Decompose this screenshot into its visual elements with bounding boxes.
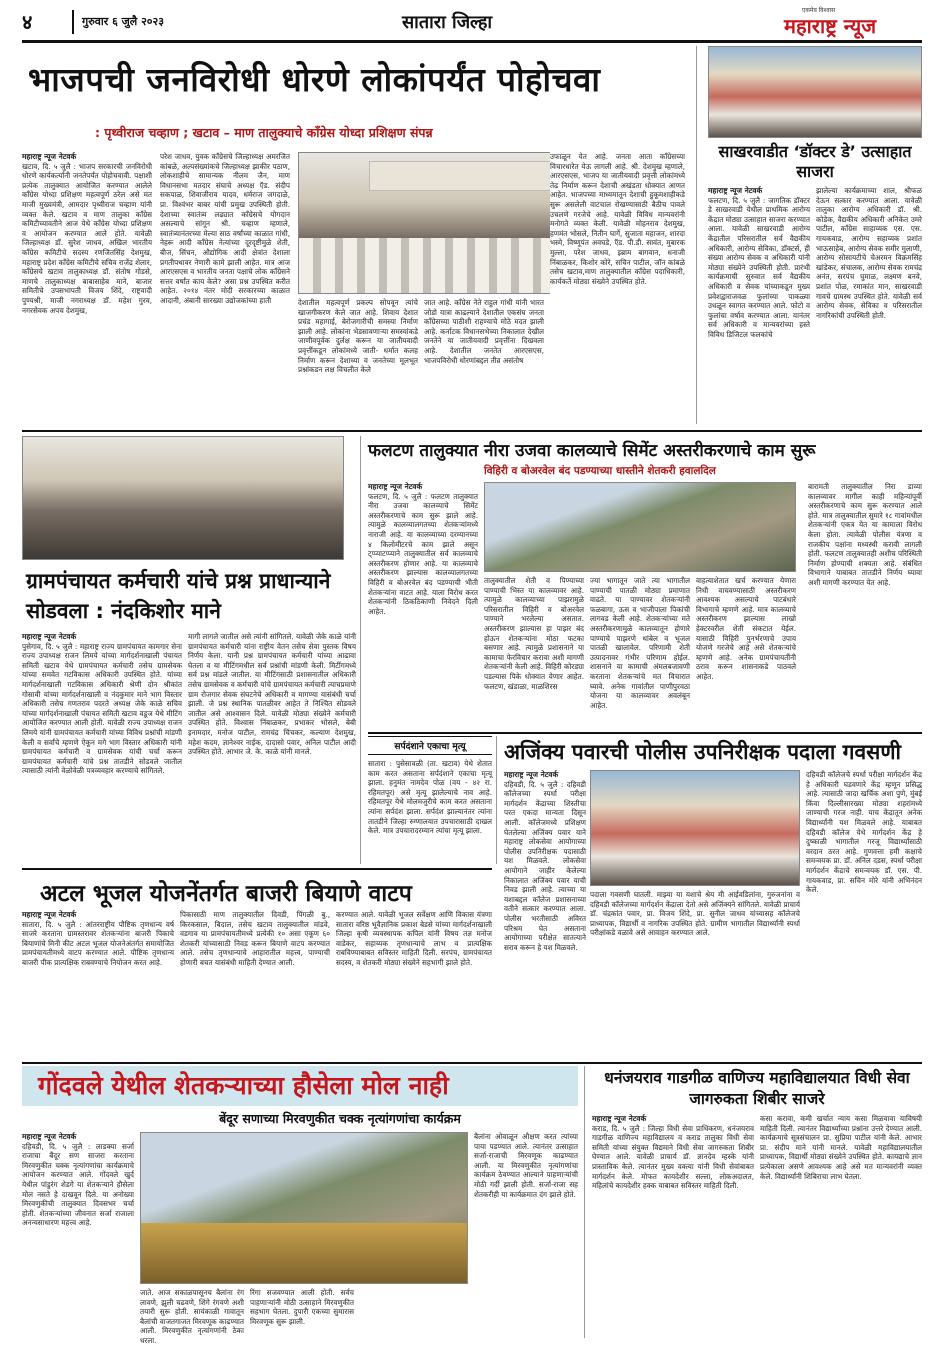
story8-col3: रिंगा सजवण्यात आली होती. सर्वच पाहणाऱ्यांनी मोठी उत्साहाने मिरवणुकीत सहभाग घेतला. दुपारी एकच्या सुमारास मिरवणूक सुरू झाली. xyxy=(250,1288,354,1326)
story7-col1 xyxy=(22,910,174,1058)
masthead-rule xyxy=(22,40,922,43)
story2-col1 xyxy=(708,186,810,424)
story2-col2: झालेल्या कार्यक्रमाच्या शाल, श्रीफळ देऊन सत्कार करण्यात आला. यावेळी तालुका आरोग्य अधिकारी डॉ. श्री. कोडेक, वैद्यकीय अधिकारी अनिकेत उमरे पाटील, कॉंग्रेस साहाय्यक एस. एस. गायकवाड, आरोग्य सहाय्यक प्रशांत भाऊसाहेब, आरोग्य सेवक समीर मुलाणी, आरोग्य सोसायटीचे चेअरमन विक्रमसिंह खांडेकर, संचालक, आरोग्य सेवक रामचंद्र अनंत, सरपंच घुमाळ, लक्ष्मण बनवे, प्रशांत पोळ, रमाकांत मान, साखरवाडी गावचे ग्रामस्थ उपस्थित होते. यावेळी सर्व आरोग्य सेवक, सेविका व परिसरातील नागरिकांची उपस्थिती होती. xyxy=(816,186,922,320)
masthead xyxy=(22,8,922,38)
story1-col2: परेश जाधव, युवक कॉंग्रेसचे जिल्हाध्यक्ष अमरजित कांबळे, अल्पसंख्यांकचे जिल्हाध्यक्ष झाकीर पठाण, लोकशाहीचे सामान्यक नीलम जैन, माण विधानसभा मतदार संघाचे अध्यक्ष ऍड. संदीप सकपाळ, शिवाजीराव यादव, धर्मराज जगदाळे, प्रा. विश्वंभर बाबर यांची प्रमुख उपस्थिती होती. देशाच्या स्वातंत्र्य लढ्यात कॉंग्रेसचे योगदान असल्याचे सांगून श्री. चव्हाण म्हणाले, स्वातंत्र्यानंतरच्या मेल्या साठ वर्षांच्या काळात गांधी, नेहरू आदी कॉंग्रेस नेत्यांच्या दूरदृष्टीमुळे शेती, बीज, सिंचन, औद्योगिक आदी क्षेत्रांत देशाला प्रगतीपथावर नेणारी कामे झाली आहेत. मात्र आज आरएसएस व भारतीय जनता पक्षाचे लोक कॉंग्रेसने सत्तर वर्षांत काय केले? असा प्रश्न उपस्थित करीत आहेत. २०१४ नंतर मोदी सरकारच्या काळात आदानी, अंबानी सारख्या उद्योजकांच्या हाती xyxy=(160,152,290,305)
story6-col1-text: दहिवडी, दि. ५ जुलै : दहिवडी कॉलेजच्या स्पर्धा परीक्षा मार्गदर्शन केंद्राच्या शिस्तीचा परत एकदा मान्यता दिसून आली. कॉलेजमध्ये प्रशिक्षण घेतलेल्या अजिंक्य पवार याने महाराष्ट्र लोकसेवा आयोगाच्या पोलीस उपनिरीक्षक पदासाठी यश मिळवले. लोकसेवा आयोगाने जाहीर केलेल्या निकालात अजिंक्य पवार याची निवड झाली आहे. त्याच्या या यशाबद्दल कॉलेज प्रशासनाच्या वतीने सत्कार करण्यात आला. पोलीस भरतीसाठी अविरत परिश्रम घेत असताना आयोगाच्या परीक्षेत सातत्याने सराव करून हे यश मिळवले. xyxy=(504,779,586,952)
story4-col4: वाहत्याशेतात खर्च करण्यात येणारा निधी वाचवण्यासाठी अस्तरीकरण आवश्यक असल्याचे पाटबंधारे विभागाचे म्हणणे आहे. मात्र कालव्याचे अस्तरीकरण झाल्यास लाखो हेक्टरवरील शेती संकटात येईल. यासाठी विहिरी पुनर्भरणाचे उपाय योजणे गरजेचे आहे असे शेतकऱ्यांचे म्हणणे आहे. अनेक ग्रामपंचायतींनी ठराव करून शासनाकडे पाठवले आहेत. xyxy=(696,576,796,681)
story5-box xyxy=(368,736,492,864)
story3-byline: महाराष्ट्र न्यूज नेटवर्क xyxy=(22,632,77,641)
story8-col2: जाते. आज सकाळपासूनच बैलांना रंग लावणे, झुली चढवणे, शिंगे रंगवणे अशी तयारी सुरू होती. सायंकाळी गावातून बैलांची वाजतगाजत मिरवणूक काढण्यात आली. मिरवणुकीत नृत्यांगणांनी ठेका धरला. xyxy=(140,1288,244,1345)
story6-col3: दहिवडी कॉलेजचे स्पर्धा परीक्षा मार्गदर्शन केंद्र हे अधिकारी घडवणारे केंद्र म्हणून प्रसिद्ध आहे. त्यासाठी जादा खर्चिक अशा पुणे, मुंबई किंवा दिल्लीसारख्या मोठ्या शहरांमध्ये जाण्याची गरज नाही. याच केंद्रातून अनेक विद्यार्थ्यांनी यश मिळवले आहे. याबाबत दहिवडी कॉलेज येथे मार्गदर्शन केंद्र हे दुष्काळी भागातील गरजू विद्यार्थ्यांसाठी वरदान ठरत आहे. गुणवत्ता हमी कक्षाचे समन्वयक प्रा. डॉ. अनिल दडस, स्पर्धा परीक्षा मार्गदर्शन केंद्राचे समन्वयक डॉ. एस. पी. गायकवाड, प्रा. सचिन मोरे यांनी अभिनंदन केले. xyxy=(806,770,922,895)
story6-photo xyxy=(590,770,800,886)
story4-headline: फलटण तालुक्यात नीरा उजवा कालव्याचे सिमेंट अस्तरीकरणाचे काम सुरू xyxy=(368,441,816,461)
story3-headline: ग्रामपंचायत कर्मचारी यांचे प्रश्न प्राधान्याने सोडवला : नंदकिशोर माने xyxy=(26,569,331,623)
story4-col5: बारामती तालुक्यातील निरा डाव्या कालव्यावर मागील काही महिन्यांपूर्वी अस्तरीकरणाचे काम सुरू करण्यात आले होते. मात्र तालुक्यातील सुमारे १८ गावांमधील शेतकऱ्यांनी एकत्र येत या कामाला विरोध केला होता. त्यावेळी पोलीस यंत्रणा व राजकीय पक्षांना मध्यस्थी करावी लागली होती. फलटण तालुक्यातही अशीच परिस्थिती निर्माण होण्याची शक्यता आहे. संबंधित विभागाने याबाबत तातडीने निर्णय घ्यावा अशी मागणी करण्यात येत आहे. xyxy=(808,482,922,587)
story8-col1 xyxy=(22,1132,134,1338)
story6-headline: अजिंक्य पवारची पोलीस उपनिरीक्षक पदाला गवसणी xyxy=(504,740,901,764)
story9-headline: धनंजयराव गाडगीळ वाणिज्य महाविद्यालयात विधी सेवा जागरुकता शिबीर साजरे xyxy=(604,1069,910,1108)
story7-col2: पिकासाठी माण तालुक्यातील दिवडी, पिंगळी बु., किरकसाल, बिदाल, तसेच खटाव तालुक्यातील मांडवे, वडगाव या प्रामपंचायतीमध्ये प्रत्येकी १० असा एकूण ६० शेतकरी यांच्यासाठी निवड करून बियाणे वाटप करण्यात आले. तसेच तृणधान्याचे आहारातील महत्त्व, पाण्याची होणारी बचत यासंबंधी माहिती देण्यात आली. xyxy=(180,910,330,967)
story4-col3: ज्या भागातून जाते त्या भागातील पाण्याची पातळी मोठ्या प्रमाणात वाढते. या पाण्यावर शेतकऱ्यांनी फळबागा, ऊस व भाजीपाला पिकांची लागवड केली आहे. शेतकऱ्यांच्या मते अस्तरीकरणामुळे कालव्यातून होणारे पाण्याचे पाझरणे थांबेल व भूजल पातळी खालावेल. परिणामी शेती उत्पादनावर गंभीर परिणाम होईल. शासनाने या कामाची अंमलबजावणी करताना शेतकऱ्यांचे मत विचारात घ्यावे. अनेक गावांतील पाणीपुरवठा योजना या कालव्यावर अवलंबून आहेत. xyxy=(590,576,690,710)
story9-col1 xyxy=(592,1114,754,1338)
story7-byline: महाराष्ट्र न्यूज नेटवर्क xyxy=(22,910,77,919)
story1-col4: जात आहे. कॉंग्रेस नेते राहुल गांधी यांनी भारत जोडो यात्रा काढल्याने देशातील एकसंघ जनता कॉंग्रेसच्या पाठीशी राहण्याचे मोठे मदत झाली आहे. कर्नाटक विधानसभेच्या निकालात देखील जनतेने या जातीयवादी प्रवृत्तींना दिखवला आहे. देशातील जनतेत आरएसएस, भाजपविरोधी धोरणांबद्दल तीव्र असंतोष xyxy=(424,298,544,365)
story9-col1-text: कराड, दि. ५ जुलै : जिल्हा विधी सेवा प्राधिकरण, धनंजयराव गाडगीळ वाणिज्य महाविद्यालय व कराड तालुका विधी सेवा समिती यांच्या संयुक्त विद्यमाने विधी सेवा जागरुकता शिबीर घेण्यात आले. यावेळी प्राचार्य डॉ. ज्ञानदेव म्हस्के यांनी प्रास्ताविक केले. त्यानंतर मुख्य वक्त्या यांनी विधी सेवांबाबत मार्गदर्शन केले. मोफत कायदेशीर सल्ला, लोकअदालत, महिलांचे कायदेशीर हक्क याबाबत सविस्तर माहिती दिली. xyxy=(592,1123,754,1191)
story8-headline-bar xyxy=(22,1066,578,1106)
story1-subhead: : पृथ्वीराज चव्हाण ; खटाव – माण तालुक्याचे कॉंग्रेस योध्दा प्रशिक्षण संपन्न xyxy=(95,125,433,140)
story1-col5: उफाळून येत आहे. जनता आता कॉंग्रेसच्या विचारधारेत येऊ लागली आहे. श्री. देशमुख म्हणाले, आरएसएस, भाजप या जातीयवादी प्रवृत्ती लोकांमध्ये तेढ निर्माण करून देशाची अखंडता धोक्यात आणत आहेत. भाजपच्या माध्यमातून देशाची हुकूमशाहीकडे सुरू असलेली वाटचाल रोखण्यासाठी बैठीच पावले उचलणे गरजेचे आहे. यावेळी विविध मान्यवरांनी मनोगते व्यक्त केली. यावेळी मोहनराव देशमुख, हणमंत भोसले, नितीन घार्गे, सुजाता महाजन, शारदा भस्मे, विष्णूपंत अवघडे, ऍड. पी.डी. सावंत, मुबारक मुल्ला, परेश जाधव, इब्राम बागवान, धनाजी निंबाळकर, किशोर कोरे, सचिन पाटील, जॉन कांबळे तसेच खटाव,माण तालुक्यातील कॉंग्रेस पदाधिकारी, कार्यकर्ते मोठ्या संख्येने उपस्थित होते. xyxy=(550,152,685,424)
story7-headline: अटल भूजल योजनेंतर्गत बाजरी बियाणे वाटप xyxy=(40,881,412,907)
story1-col1-text: खटाव, दि. ५ जुलै : भाजप सरकारची जनविरोधी धोरणे कार्यकर्त्यांनी जनतेपर्यंत पोहोचवावी. पक्षाशी प्रत्येक तालुक्यात आयोजित करण्यात आलेले कॉंग्रेस योध्दा प्रशिक्षण महत्वपूर्ण ठरेल असे मत माजी मुख्यमंत्री, आमदार पृथ्वीराज चव्हाण यांनी व्यक्त केले. खटाव व माण तालुका कॉंग्रेस कमिटीच्यावतीने आज येथे कॉंग्रेस योध्दा प्रशिक्षण व आयोजन करण्यात आले होते. यावेळी जिल्हाध्यक्ष डॉ. सुरेश जाधव, अखिल भारतीय कॉंग्रेस कमिटीचे सदस्य रणजितसिंह देशमुख, महाराष्ट्र प्रदेश कॉंग्रेस कमिटीचे सचिव राजेंद्र शेलार, कॉंग्रेसचे खटाव तालुकाध्यक्ष डॉ. संतोष गोडसे, माणचे तालुकाध्यक्ष बाबासाहेब माने, बाजार समितीचे उपसभापती विजय शिंदे, राष्ट्रवादी पुण्यश्री, माजी नगराध्यक्ष डॉ. महेश गुरव, नगरसेवक अपच देशमुख, xyxy=(22,161,152,315)
story1-headline: भाजपची जनविरोधी धोरणे लोकांपर्यंत पोहोचवा xyxy=(28,60,601,99)
story4-col1 xyxy=(368,482,478,728)
story8-col4: बैलांना ओवाळून औक्षण करत त्यांच्या पाया पडण्यात आले. त्यानंतर उत्साहात सर्जा-राजाची मिरवणूक काढण्यात आली. या मिरवणुकीत नृत्यांगणांचा कार्यक्रम ठेवण्यात आल्याने पाहणाऱ्यांची मोठी गर्दी झाली होती. सर्जा-राजा सह शेतकरीही या कार्यक्रमात दंग झाले होते. xyxy=(474,1132,578,1199)
section-rule-3 xyxy=(22,868,492,870)
story6-col1 xyxy=(504,770,586,1058)
column-divider xyxy=(360,436,361,864)
masthead-divider xyxy=(72,10,74,34)
story7-col1-text: सातारा, दि. ५ जुलै : आंतरराष्ट्रीय पौष्टिक तृणधान्य वर्ष साजरे करताना ग्रामस्तरावर शेतकऱ्यांना बाजरी पिकाचे बियाणांचे मिनी कीट अटल भूजल योजनेअंतर्गत समायोजित प्रामपंचायतीमध्ये वाटप करण्यात आले. पौष्टिक तृणधान्य बाजरी पीक प्रात्यक्षिक राबवण्याचे नियोजन करत आहे. xyxy=(22,919,174,967)
story8-photo xyxy=(140,1132,468,1284)
story2-photo xyxy=(708,46,922,138)
column-divider xyxy=(584,1066,585,1338)
story3-photo xyxy=(22,436,344,560)
story2-headline: साखरवाडीत ‘डॉक्टर डे’ उत्साहात साजरा xyxy=(718,142,912,181)
story2-col1-text: फलटण, दि. ५ जुलै : जागतिक डॉक्टर डे साखरवाडी येथील प्राथमिक आरोग्य केंद्रात मोठ्या उत्साहात साजरा करण्यात आला. यावेळी साखरवाडी आरोग्य केंद्रातील परिसरातील सर्व वैद्यकीय अधिकारी, आरोग्य सेविका, डॉक्टर्स, ही संख्या आरोग्य सेवक व अधिकारी यांनी मोठ्या संख्येने उपस्थिती होती. प्रारंभी कार्यक्रमाची सुरुवात सर्व वैद्यकीय अधिकारी व सेवक यांच्याकडून मुख्य प्रवेशद्वाराजवळ फुलांच्या पाकळ्या उधळून स्वागत करण्यात आले. फोटो व फुलांचा वर्षाव करण्यात आला. यानंतर सर्व अधिकारी व मान्यवरांच्या हस्ते विविध डिजिटल फलकांचे xyxy=(708,195,810,339)
story3-col1 xyxy=(22,632,182,864)
story4-byline: महाराष्ट्र न्यूज नेटवर्क xyxy=(368,482,423,491)
masthead-tagline: एकमेव विश्वास xyxy=(802,7,836,14)
section-rule-2 xyxy=(368,732,922,734)
story2-byline: महाराष्ट्र न्यूज नेटवर्क xyxy=(708,186,763,195)
story4-photo xyxy=(484,482,796,572)
page-number: ४ xyxy=(22,10,33,34)
section-rule-1 xyxy=(22,430,922,432)
story4-col2: तालुक्यातील शेती व पिण्याच्या पाण्याची भिस्त या कालव्यावर आहे. त्यामुळे कालव्याच्या पाझरामुळे परिसरातील विहिरी व बोअरवेल पाण्याने भरलेल्या असतात. अस्तरीकरण झाल्यास हा पाझर बंद होऊन शेतकऱ्यांना मोठा फटका बसणार आहे. त्यामुळे प्रशासनाने या कामाचा फेरविचार करावा अशी मागणी शेतकऱ्यांनी केली आहे. विहिरी कोरड्या पडल्यास पिके धोक्यात येणार आहेत. फलटण, खंडाळा, माळशिरस xyxy=(484,576,584,691)
story4-col1-text: फलटण, दि. ५ जुलै : फलटण तालुक्यात नीरा उजवा कालव्याचे सिमेंट अस्तरीकरणाचे काम सुरू झाले आहे. त्यामुळे कालव्यालगतच्या शेतकऱ्यांमध्ये नाराजी आहे. या कालव्याच्या दरम्यानच्या ४ किलोमीटरचे काम झाले असून ट्प्प्याटप्प्याने तालुक्यातील सर्व कालव्याचे अस्तरीकरण होणार आहे. या कालव्याचे अस्तरीकरण झाल्यास कालव्यालगतच्या विहिरी व बोअरवेल बंद पडण्याची भीती शेतकऱ्यांना वाटत आहे. याला विरोध करत शेतकऱ्यांनी ठिकठिकाणी निवेदने दिली आहेत. xyxy=(368,491,478,616)
story8-byline: महाराष्ट्र न्यूज नेटवर्क xyxy=(22,1132,77,1141)
story7-col3: करण्यात आले. यावेळी भूजल सर्वेक्षण आणि विकास यंत्रणा सातारा वरिष्ठ भूवैज्ञानिक प्रकाश बेडसे यांच्या मार्गदर्शनाखाली जिल्हा कृषी व्यवस्थापक कपिल यांनी विषय तज्ञ मनोज वाडेकर, सहाय्यक तृणधान्याचे लाभ व प्रात्यक्षिक राबविण्याबाबत सविस्तर माहिती दिली. सरपंच, ग्रामपंचायत सदस्य, व शेतकरी मोठ्या संख्येने सहभागी झाले होते. xyxy=(336,910,492,967)
story8-subhead: बेंदूर सणाच्या मिरवणुकीत चक्क नृत्यांगणांचा कार्यक्रम xyxy=(219,1111,461,1126)
story6-byline: महाराष्ट्र न्यूज नेटवर्क xyxy=(504,770,559,779)
column-divider xyxy=(696,46,697,424)
newspaper-logo: महाराष्ट्र न्यूज xyxy=(784,14,877,38)
story5-text: सातारा : पुसेसावळी (ता. खटाव) येथे शेतात काम करत असताना सर्पदंशाने एकाचा मृत्यू झाला. हनुमंत नामदेव पोळ (वय - ४२ रा. रहिमतपूर) असे मृत्यू झालेल्याचे नाव आहे. रहिमतपूर येथे मोलमजुरीचे काम करत असताना त्यांना सर्पदंश झाला. सर्पदंश झाल्यानंतर त्यांना तातडीने जिल्हा रुग्णालयात उपचारासाठी दाखल केले. मात्र उपचारादरम्यान त्यांचा मृत्यू झाला. xyxy=(368,759,492,836)
issue-date: गुरुवार ६ जुलै २०२३ xyxy=(82,15,164,28)
story1-byline: महाराष्ट्र न्यूज नेटवर्क xyxy=(22,152,77,161)
column-divider xyxy=(496,736,497,864)
section-title: सातारा जिल्हा xyxy=(402,12,493,33)
story9-col2: कसा करावा, कमी खर्चात न्याय कसा मिळवावा याविषयी माहिती दिली. त्यानंतर विद्यार्थ्यांच्या प्रश्नांना उत्तरे देण्यात आली. कार्यक्रमाचे सूत्रसंचालन प्रा. सुप्रिया पाटील यांनी केले. आभार प्रा. संदीप माने यांनी मानले. यावेळी महाविद्यालयातील प्राध्यापक, विद्यार्थी मोठ्या संख्येने उपस्थित होते. कायद्याचे ज्ञान प्रत्येकाला असणे आवश्यक आहे असे मत मान्यवरांनी व्यक्त केले. विद्यार्थ्यांनी शिबिराचा लाभ घेतला. xyxy=(760,1114,922,1181)
story6-col2: पदाला गवसणी घातली. माझ्या या यशाचे श्रेय मी आईवडिलांना, गुरुजनांना व दहिवडी कॉलेजच्या मार्गदर्शन केंद्राला देतो असे अजिंक्यने सांगितले. यावेळी प्राचार्य डॉ. चंद्रकांत पवार, प्रा. विजय शिंदे, प्रा. सुनील जाधव यांच्यासह कॉलेजचे प्राध्यापक, विद्यार्थी व नागरिक उपस्थित होते. ग्रामीण भागातील विद्यार्थ्यांनी स्पर्धा परीक्षांकडे वळावे असे आवाहन करण्यात आले. xyxy=(590,890,800,938)
story3-col2: मागी लागले जातील असे त्यांनी सांगितले. यावेळी जेके काळे यांनी ग्रामपंचायत कर्मचारी यांना राष्ट्रीय वेतन तसेच सेवा पुस्तक विषय निर्णय केला. यानी प्रश्न ग्रामपंचायत कर्मचारी यांच्या आढावा घेतला व या मीटिंगमधील सर्व प्रश्नांची मांडणी केली. मिटींगमध्ये सर्व प्रश्न मांडले जातील. या मीटिंगसाठी प्रशासनातील अधिकारी तसेच ग्रामसेवक व कर्मचारी यांचे ग्रामपंचायत कर्मचारी त्याचप्रमाणे ग्राम रोजगार सेवक संघटनेचे अधिकारी व मागण्या यासंबंधी चर्चा झाली. जे प्रश्न स्थानिक पातळीवर आहेत ते निश्चित सोडवले जातील असे आश्वासन दिले. यावेळी मोठ्या संख्येने कर्मचारी उपस्थित होते. विश्वास निंबाळकर, प्रभाकर भोसले, बेबी इनामदार, मनोज पाटील, रामचंद्र चिंचकर, कल्याण देशमुख, महेश कदम, ज्ञानेश्वर नाईक, दादासो पवार, अनिल पाटील आदी उपस्थित होते. आभार जे. के. काळे यांनी मानले. xyxy=(188,632,356,757)
section-rule-4 xyxy=(22,1062,922,1064)
story8-headline: गोंदवले येथील शेतकऱ्याच्या हौसेला मोल नाही xyxy=(38,1071,449,1100)
story5-headline: सर्पदंशाने एकाचा मृत्यू xyxy=(368,736,492,755)
story4-subhead: विहिरी व बोअरवेल बंद पडण्याच्या धास्तीने शेतकरी हवालदिल xyxy=(484,465,716,477)
story9-byline: महाराष्ट्र न्यूज नेटवर्क xyxy=(592,1114,647,1123)
story8-col1-text: दहिवडी, दि. ५ जुलै : लाडक्या सर्जा राजाचा बैंदूर सण साजरा करताना मिरवणुकीत चक्क नृत्यांगणांचा कार्यक्रमाचे आयोजन करण्यात आले. गोंदवले खुर्द येथील पांडुरंग शेडगे या शेतकऱ्याने हौसेला मोल नसते हे दाखवून दिले. या अनोख्या मिरवणुकीची तालुक्यात दिवसभर चर्चा होती. शेतकऱ्यांच्या जीवनात सर्जा राजाला अनन्यसाधारण महत्त्व आहे. xyxy=(22,1141,134,1228)
story1-col3: देशातील महत्वपूर्ण प्रकल्प सोपवून त्यांचे खाजगीकरण केले जात आहे. शिवाय देशात प्रचंड महागाई, बेरोजगारीची समस्या निर्माण झाली आहे. लोकांना भेडसावणाऱ्या समस्यांकडे जाणीवपूर्वक दुर्लक्ष करून या जातीयवादी प्रवृत्तींकडून लोकांमध्ये जाती- धर्मात कलह निर्माण करून देशाच्या व जनतेच्या मूलभूत प्रश्नांकडन लक्ष विचलीत केले xyxy=(298,298,418,375)
story3-col1-text: पुसेगाव, दि. ५ जुलै : महाराष्ट्र राज्य ग्रामपंचायत कामगार सेना राज्य उपाध्यक्ष राजन लिमये यांच्या मार्गदर्शनाखाली पंचायत समिती खटाव येथे ग्रामपंचायत कर्मचारी तसेच ग्रामसेवक यांच्या समवेत गटविकास अधिकारी उपस्थित होते. यांच्या मार्गदर्शनाखाली गटविकास अधिकारी श्रेणी दोन श्रीकांत गोसावी यांच्या मार्गदर्शनाखाली व नंदकुमार माने भाग विस्तार अधिकारी तसेच गणतराव पदरते अध्यक्ष जेके काळे सचिव यांच्या मार्गदर्शनाखाली पंचायत समिती खटाव वडूज येथे मीटिंग आयोजित करण्यात आली होती. यावेळी राज्य उपाध्यक्ष राजन लिमये यांनी ग्रामपंचायत कर्मचारी यांच्या विविध प्रश्नांची मांडणी केली व सर्वांचे म्हणणे ऐकून मगे भाग विस्तार अधिकारी यांनी ग्रामपंचायत कर्मचारी व ग्रामसेवक यांची चर्चा करून ग्रामपंचायत कर्मचारी यांचे प्रश्न तातडीने सोडवले जातील त्यासाठी त्यांनी वेळोवेळी पत्रव्यवहार करण्याचे सांगितले. xyxy=(22,641,182,776)
story1-col1 xyxy=(22,152,152,424)
